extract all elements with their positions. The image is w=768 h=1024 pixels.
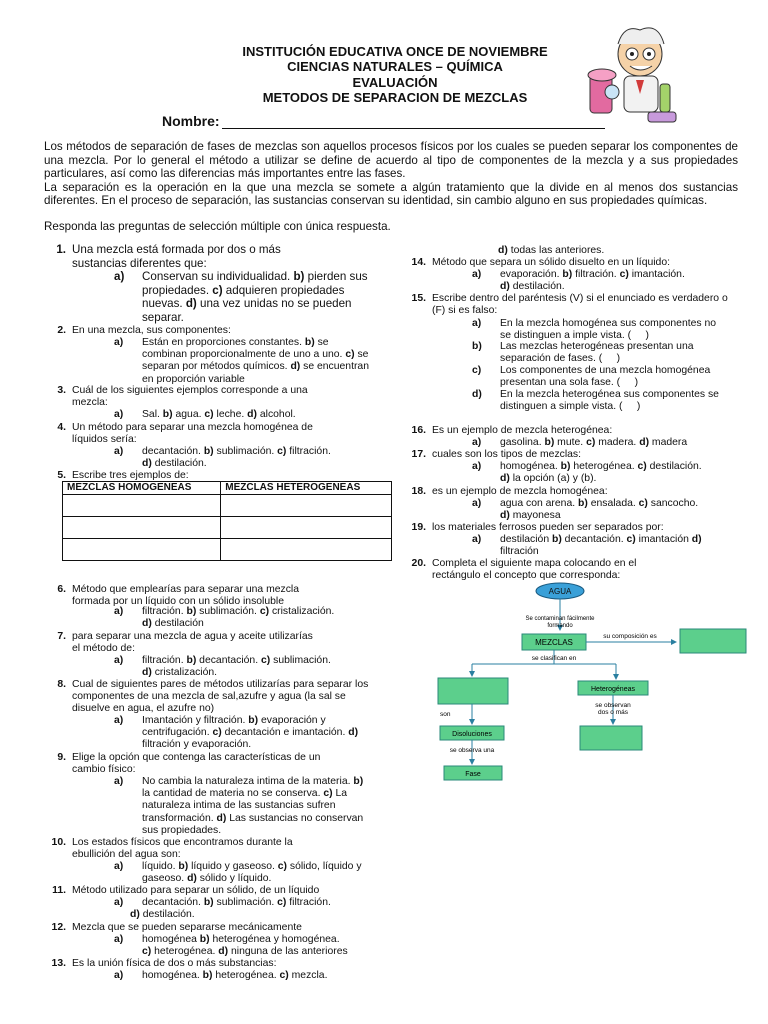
map-label-contaminan-2: formando: [547, 623, 573, 629]
exam-topic: METODOS DE SEPARACION DE MEZCLAS: [262, 89, 528, 105]
table-header-homogeneous: MEZCLAS HOMOGENEAS: [63, 482, 221, 495]
map-label-disoluciones: Disoluciones: [452, 731, 492, 738]
intro-paragraph-1: Los métodos de separación de fases de mezclas son aquellos procesos físicos por los cuales se pueden separar los componentes de una mezcla. Por lo general el método a utilizar se define de acuerdo al tipo de componentes de la mezcla y a sus propiedades particulares, así como las diferencias más importantes entre las fases.: [44, 140, 738, 181]
map-label-observan-2: dos o más: [598, 709, 628, 716]
map-label-clasifican: se clasifican en: [531, 655, 577, 662]
name-label: Nombre:: [162, 113, 220, 129]
map-blank-box-phases[interactable]: [580, 726, 642, 750]
question-11-option-d: d) destilación.: [130, 909, 195, 920]
map-label-observa-una: se observa una: [449, 747, 495, 754]
map-label-contaminan-1: Se contaminan fácilmente: [525, 616, 595, 622]
subject-name: CIENCIAS NATURALES – QUÍMICA: [287, 59, 503, 75]
table-header-heterogeneous: MEZCLAS HETEROGENEAS: [221, 482, 392, 495]
map-blank-box-homogeneous[interactable]: [438, 678, 508, 704]
map-blank-box-composition[interactable]: [680, 629, 746, 653]
question-13-option-d: d) todas las anteriores.: [498, 245, 605, 256]
table-row: [63, 539, 392, 561]
instructions: Responda las preguntas de selección múltiple con única respuesta.: [44, 220, 391, 233]
map-label-observan-1: se observan: [595, 702, 631, 709]
scientist-mascot-icon: [572, 20, 682, 130]
mixtures-table: [62, 481, 392, 561]
map-label-fase: Fase: [465, 771, 481, 778]
map-label-heterogeneas: Heterogéneas: [591, 686, 635, 693]
introduction: [44, 140, 738, 208]
school-name: INSTITUCIÓN EDUCATIVA ONCE DE NOVIEMBRE: [242, 44, 548, 59]
map-label-son: son: [440, 711, 451, 718]
map-label-mezclas: MEZCLAS: [535, 638, 573, 647]
exam-type: EVALUACIÓN: [352, 74, 438, 90]
map-label-composicion: su composición es: [603, 633, 657, 640]
concept-map: [430, 580, 760, 800]
table-row: [63, 517, 392, 539]
document-header: [160, 44, 630, 105]
name-field[interactable]: [222, 128, 605, 129]
intro-paragraph-2: La separación es la operación en la que una mezcla se somete a algún tratamiento que la divide en al menos dos sustancias diferentes. En el proceso de separación, las sustancias conservan su identidad, sin cambio alguno en sus propiedades químicas.: [44, 180, 738, 208]
table-row: [63, 495, 392, 517]
map-label-agua: AGUA: [548, 587, 572, 596]
